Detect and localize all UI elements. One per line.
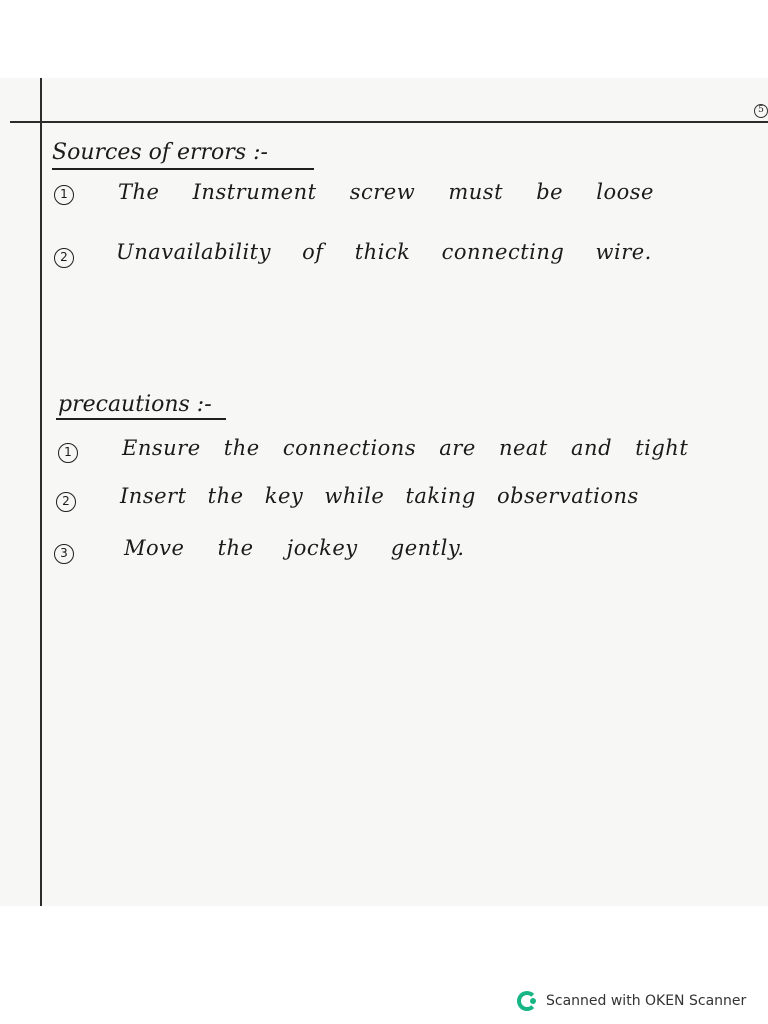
sources-item-2-number: 2	[54, 248, 74, 268]
scanner-watermark	[516, 989, 746, 1013]
precautions-heading-underline	[56, 418, 226, 420]
margin-line	[40, 78, 42, 906]
precautions-item-2-number: 2	[56, 492, 76, 512]
sources-heading: Sources of errors :-	[52, 140, 268, 165]
scanner-watermark-text: Scanned with OKEN Scanner	[546, 993, 747, 1009]
oken-scanner-logo-icon	[516, 990, 538, 1012]
precautions-item-3-number: 3	[54, 544, 74, 564]
page-number: 5	[754, 104, 768, 118]
precautions-item-1-text: Ensure the connections are neat and tight	[122, 436, 689, 460]
precautions-item-3-text: Move the jockey gently.	[124, 536, 465, 560]
precautions-heading: precautions :-	[58, 392, 212, 417]
sources-item-1-number: 1	[54, 185, 74, 205]
sources-item-2-text: Unavailability of thick connecting wire.	[116, 240, 652, 264]
precautions-item-1-number: 1	[58, 443, 78, 463]
sources-heading-underline	[52, 168, 314, 170]
sources-item-1-text: The Instrument screw must be loose	[118, 180, 654, 204]
precautions-item-2-text: Insert the key while taking observations	[120, 484, 639, 508]
header-rule	[10, 121, 768, 123]
